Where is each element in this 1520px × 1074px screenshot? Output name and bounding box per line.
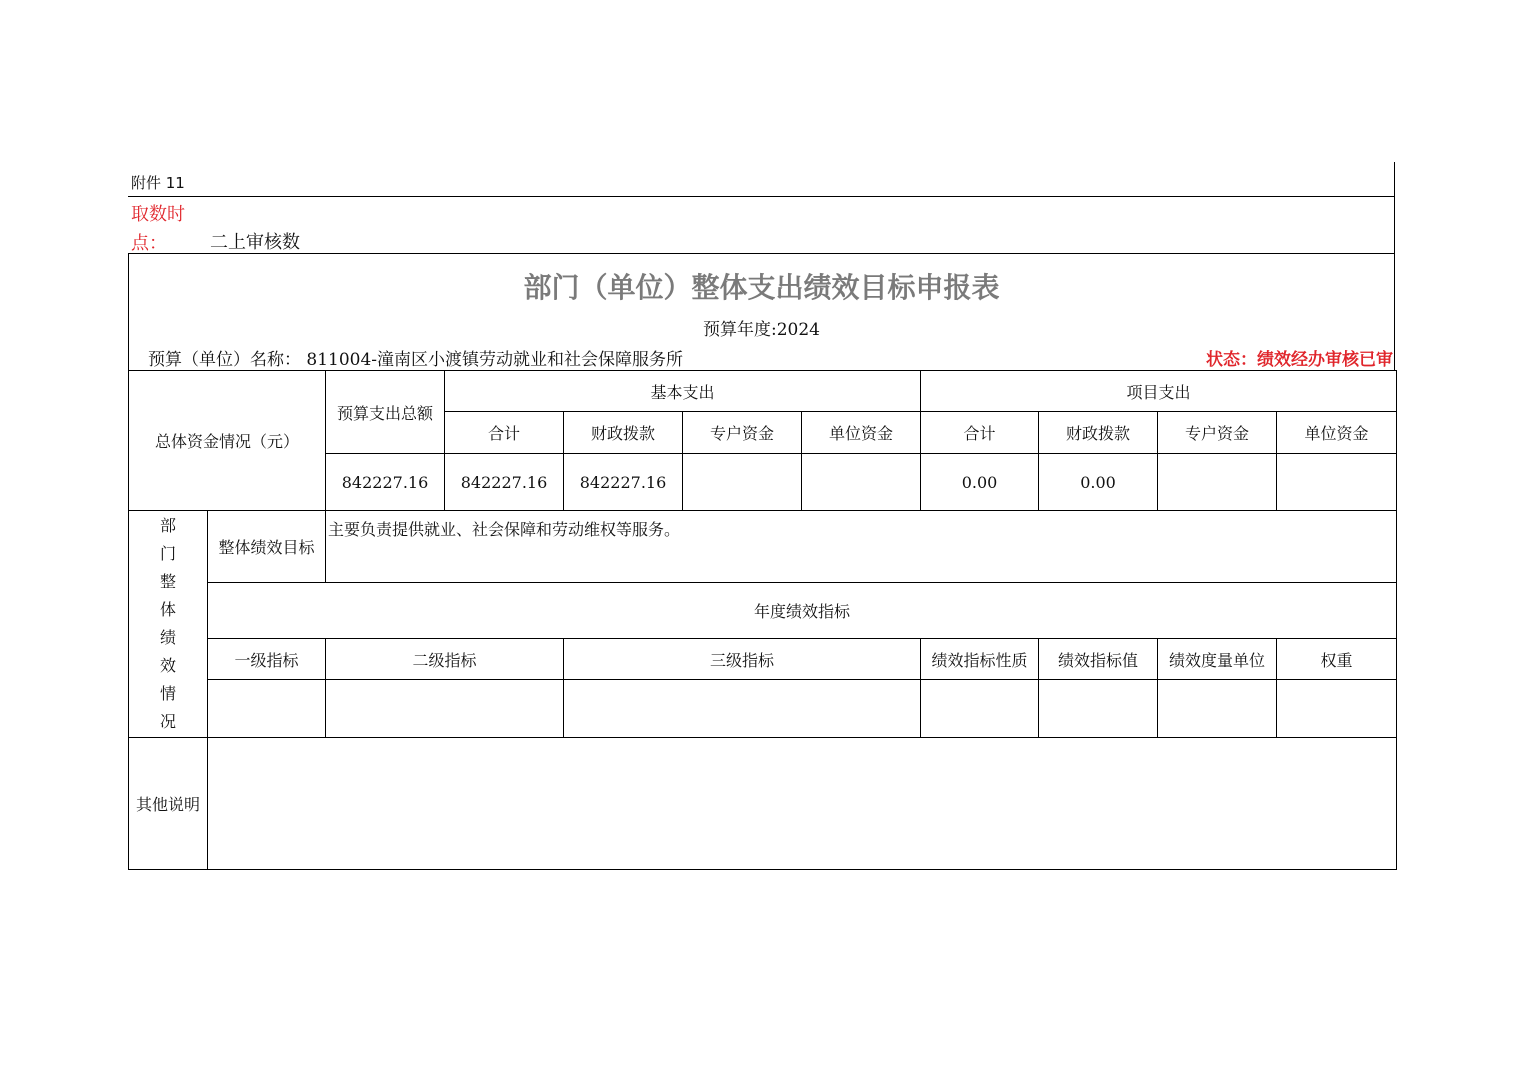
total-expenditure-header: 预算支出总额 [326, 371, 445, 454]
indicator-cell [921, 680, 1039, 738]
header-divider-top [128, 196, 1395, 197]
basic-fiscal-header: 财政拨款 [564, 412, 683, 454]
budget-year: 预算年度:2024 [703, 320, 820, 340]
basic-total-value: 842227.16 [445, 454, 564, 511]
indicator-cell [564, 680, 921, 738]
indicator-level2-header: 二级指标 [326, 639, 564, 680]
perf-side-char: 效 [159, 656, 176, 675]
annual-indicators-header: 年度绩效指标 [208, 583, 1397, 639]
goal-text: 主要负责提供就业、社会保障和劳动维权等服务。 [326, 511, 1397, 583]
indicator-cell [326, 680, 564, 738]
project-unit-value [1277, 454, 1397, 511]
project-special-header: 专户资金 [1158, 412, 1277, 454]
basic-fiscal-value: 842227.16 [564, 454, 683, 511]
indicator-weight-header: 权重 [1277, 639, 1397, 680]
attachment-label: 附件 11 [131, 174, 185, 192]
project-fiscal-value: 0.00 [1039, 454, 1158, 511]
unit-name: 预算（单位）名称： 811004-潼南区小渡镇劳动就业和社会保障服务所 [148, 350, 684, 370]
indicator-unit-header: 绩效度量单位 [1158, 639, 1277, 680]
project-unit-header: 单位资金 [1277, 412, 1397, 454]
basic-total-header: 合计 [445, 412, 564, 454]
indicator-level1-header: 一级指标 [208, 639, 326, 680]
perf-side-char: 绩 [159, 628, 176, 647]
status-badge: 状态：绩效经办审核已审 [1206, 350, 1393, 370]
basic-unit-header: 单位资金 [802, 412, 921, 454]
indicator-cell [1277, 680, 1397, 738]
report-title: 部门（单位）整体支出绩效目标申报表 [523, 271, 1000, 304]
data-point-label-line2: 点： [131, 233, 167, 254]
indicator-cell [1039, 680, 1158, 738]
performance-table [128, 370, 1397, 870]
funds-row-label: 总体资金情况（元） [129, 371, 326, 511]
perf-side-char: 部 [159, 516, 176, 535]
project-expenditure-header: 项目支出 [921, 371, 1397, 412]
goal-label: 整体绩效目标 [208, 511, 326, 583]
perf-side-label [129, 511, 208, 738]
basic-expenditure-header: 基本支出 [445, 371, 921, 412]
project-fiscal-header: 财政拨款 [1039, 412, 1158, 454]
total-expenditure-value: 842227.16 [326, 454, 445, 511]
perf-side-char: 况 [159, 712, 176, 731]
project-total-header: 合计 [921, 412, 1039, 454]
basic-special-value [683, 454, 802, 511]
indicator-nature-header: 绩效指标性质 [921, 639, 1039, 680]
indicator-level3-header: 三级指标 [564, 639, 921, 680]
basic-special-header: 专户资金 [683, 412, 802, 454]
header-right-border [1394, 162, 1395, 254]
indicator-cell [1158, 680, 1277, 738]
data-point-label-line1: 取数时 [131, 204, 185, 225]
other-notes-label: 其他说明 [129, 738, 208, 870]
project-total-value: 0.00 [921, 454, 1039, 511]
basic-unit-value [802, 454, 921, 511]
perf-side-char: 门 [159, 544, 176, 563]
indicator-cell [208, 680, 326, 738]
project-special-value [1158, 454, 1277, 511]
data-point-value: 二上审核数 [210, 232, 300, 253]
perf-side-char: 情 [159, 684, 176, 703]
perf-side-char: 整 [159, 572, 176, 591]
indicator-value-header: 绩效指标值 [1039, 639, 1158, 680]
perf-side-char: 体 [159, 600, 176, 619]
other-notes-text [208, 738, 1397, 870]
